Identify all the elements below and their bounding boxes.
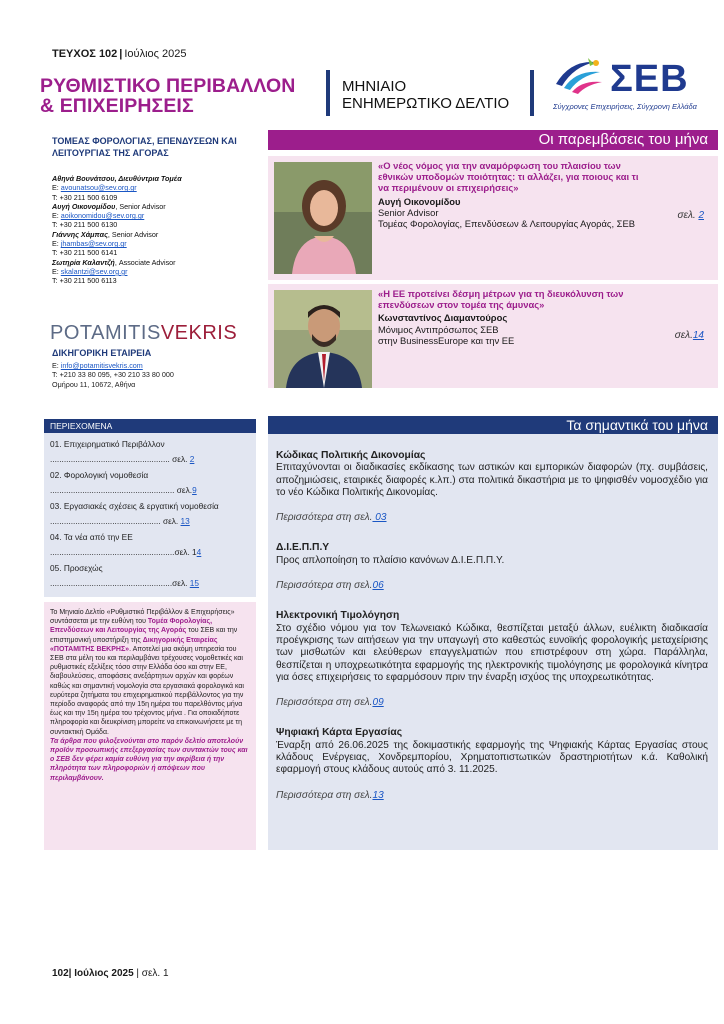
news-more[interactable]: Περισσότερα στη σελ. 03 bbox=[276, 512, 387, 524]
subtitle bbox=[342, 78, 509, 112]
contact-email[interactable]: aoikonomidou@sev.org.gr bbox=[60, 211, 145, 221]
law-firm-title: ΔΙΚΗΓΟΡΙΚΗ ΕΤΑΙΡΕΙΑ bbox=[52, 348, 152, 358]
toc-page-link[interactable]: 13 bbox=[180, 516, 190, 526]
news-more[interactable]: Περισσότερα στη σελ.13 bbox=[276, 789, 384, 801]
news-body: Επιταχύνονται οι διαδικασίες εκδίκασης των αστικών και εμπορικών διαφορών (πχ. συμβάσεις, αποζημιώσεις, εταιρικές διαφορές κ.λπ.) στα πολιτικά δικαστήρια με το ψηφισθέν νομοσχέδιο για το νέο Κώδικα Πολιτικής Δικονομίας. bbox=[276, 462, 708, 498]
page-link[interactable]: 13 bbox=[372, 789, 384, 801]
contact-role: , Senior Advisor bbox=[115, 201, 166, 211]
contact-name: Γιάννης Χάμπας bbox=[52, 229, 108, 239]
page-ref[interactable]: σελ. 2 bbox=[677, 210, 704, 221]
contact-email[interactable]: jhambas@sev.org.gr bbox=[60, 239, 127, 249]
intervention-body bbox=[378, 160, 650, 229]
author-role: Μόνιμος Αντιπρόσωπος ΣΕΒ bbox=[378, 323, 499, 335]
news-title: Κώδικας Πολιτικής Δικονομίας bbox=[276, 450, 426, 461]
toc-item[interactable]: 04. Τα νέα από την ΕΕ ......................................................σελ. 14 bbox=[50, 532, 202, 557]
toc-page-link[interactable]: 15 bbox=[189, 578, 199, 588]
contact-phone: T: +30 211 500 6141 bbox=[52, 248, 118, 258]
toc-item[interactable]: 02. Φορολογική νομοθεσία ...................................................... σελ.9 bbox=[50, 470, 197, 495]
toc-item[interactable]: 05. Προσεχώς .....................................................σελ. 15 bbox=[50, 563, 199, 588]
toc-item[interactable]: 03. Εργασιακές σχέσεις & εργατική νομοθεσία ................................................ σελ. 13 bbox=[50, 501, 219, 526]
contact-email[interactable]: skalantzi@sev.org.gr bbox=[60, 266, 128, 276]
issue-date: Ιούλιος 2025 bbox=[124, 48, 187, 60]
page-link[interactable]: 2 bbox=[698, 210, 704, 221]
issue-label: ΤΕΥΧΟΣ 102 | Ιούλιος 2025 bbox=[52, 48, 187, 60]
contact-name: Σωτηρία Καλαντζή bbox=[52, 257, 115, 267]
sev-tagline: Σύγχρονες Επιχειρήσεις, Σύγχρονη Ελλάδα bbox=[553, 102, 697, 111]
author-unit: Τομέας Φορολογίας, Επενδύσεων & Λειτουργίας Αγοράς, ΣΕΒ bbox=[378, 218, 635, 230]
contact: Αυγή Οικονομίδου, Senior Advisor E: aoikonomidou@sev.org.gr T: +30 211 500 6130 bbox=[52, 202, 262, 230]
interventions-heading: Οι παρεμβάσεις του μήνα bbox=[268, 130, 718, 150]
author-unit: στην BusinessEurope και την ΕΕ bbox=[378, 334, 515, 346]
toc bbox=[44, 433, 256, 597]
toc-item[interactable]: 01. Επιχειρηματικό Περιβάλλον .................................................... σελ. 2 bbox=[50, 439, 195, 464]
news-body: Στο σχέδιο νόμου για τον Τελωνειακό Κώδικα, θεσπίζεται μεταξύ άλλων, ευέλικτη διαδικασία προέγκρισης των αιτήσεων για την υπαγωγή στο καθεστώς ευνοϊκής φορολογικής μεταχείρισης των μισθωτών και ελεύθερων επαγγελματιών που επιστρέφουν στη χώρα. Παράλληλα, θεσπίζεται η υποχρεωτικότητα εφαρμογής της ηλεκτρονικής τιμολόγησης με φορολογικά κίνητρα για όσες επιχειρήσεις το εφαρμόσουν πριν την έναρξη ισχύος της υποχρεωτικότητας. bbox=[276, 622, 708, 683]
law-firm-address: Ομήρου 11, 10672, Αθήνα bbox=[52, 379, 136, 389]
news-more[interactable]: Περισσότερα στη σελ.06 bbox=[276, 580, 384, 592]
contact-phone: T: +30 211 500 6130 bbox=[52, 220, 118, 230]
divider bbox=[326, 70, 330, 116]
news-item bbox=[276, 610, 708, 709]
divider bbox=[530, 70, 534, 116]
toc-page-link[interactable]: 2 bbox=[189, 454, 195, 464]
contact: Αθηνά Βουνάτσου, Διευθύντρια Τομέα E: avounatsou@sev.org.gr T: +30 211 500 6109 bbox=[52, 174, 262, 202]
author-name: Αυγή Οικονομίδου bbox=[378, 195, 461, 207]
intervention-quote: «Η ΕΕ προτείνει δέσμη μέτρων για τη διευκόλυνση των επενδύσεων στον τομέα της άμυνας» bbox=[378, 288, 624, 311]
highlights-heading: Τα σημαντικά του μήνα bbox=[268, 416, 718, 434]
news-more[interactable]: Περισσότερα στη σελ.09 bbox=[276, 697, 384, 709]
disclaimer-note: Τα άρθρα που φιλοξενούνται στο παρόν δελτίο αποτελούν προϊόν προσωπικής επεξεργασίας των συντακτών τους και ο ΣΕΒ δεν φέρει καμία ευθύνη για την ακρίβεια ή την πληρότητα των πληροφοριών ή απόψεων που περιλαμβάνουν. bbox=[50, 737, 248, 782]
toc-page-link[interactable]: 9 bbox=[192, 485, 197, 495]
footer-page: | σελ. 1 bbox=[133, 968, 169, 979]
contact-role: , Associate Advisor bbox=[114, 257, 176, 267]
contacts-list bbox=[52, 174, 262, 286]
page-link[interactable]: 14 bbox=[692, 330, 704, 341]
author-photo bbox=[274, 290, 372, 388]
page-ref[interactable]: σελ.14 bbox=[674, 330, 704, 341]
news-title: Ηλεκτρονική Τιμολόγηση bbox=[276, 610, 400, 622]
author-role: Senior Advisor bbox=[378, 206, 439, 218]
intervention-card[interactable] bbox=[268, 156, 718, 280]
page-footer bbox=[52, 968, 169, 979]
news-body: Προς απλοποίηση το πλαίσιο κανόνων Δ.Ι.Ε.Π.Π.Υ. bbox=[276, 554, 505, 566]
page-link[interactable]: 06 bbox=[372, 580, 384, 592]
toc-page-link[interactable]: 4 bbox=[196, 547, 202, 557]
news-title: Ψηφιακή Κάρτα Εργασίας bbox=[276, 727, 403, 739]
sector-title: ΤΟΜΕΑΣ ΦΟΡΟΛΟΓΙΑΣ, ΕΠΕΝΔΥΣΕΩΝ ΚΑΙ ΛΕΙΤΟΥΡΓΙΑΣ ΤΗΣ ΑΓΟΡΑΣ bbox=[52, 136, 237, 158]
news-item bbox=[276, 450, 708, 524]
contact-role: , Senior Advisor bbox=[107, 229, 159, 239]
news-item bbox=[276, 727, 708, 801]
law-firm-phone: T: +210 33 80 095, +30 210 33 80 000 bbox=[52, 370, 174, 380]
sev-logo-text: ΣΕΒ bbox=[610, 58, 689, 100]
law-firm-contacts: E: info@potamitisvekris.com T: +210 33 80 095, +30 210 33 80 000 Ομήρου 11, 10672, Αθήνα bbox=[52, 361, 262, 389]
contact: Σωτηρία Καλαντζή, Associate Advisor E: skalantzi@sev.org.gr T: +30 211 500 6113 bbox=[52, 258, 262, 286]
news-body: Έναρξη από 26.06.2025 της δοκιμαστικής εφαρμογής της Ψηφιακής Κάρτας Εργασίας στους κλάδους Ενέργειας, Χονδρεμπορίου, Χρηματοπιστωτικών δραστηριοτήτων κ.ά. Καθολική εφαρμογή στους κλάδους αυτούς από 3. 11.2025. bbox=[276, 739, 708, 776]
highlights bbox=[268, 434, 718, 850]
intervention-card[interactable] bbox=[268, 284, 718, 388]
intervention-body bbox=[378, 288, 650, 346]
contact-name: Αυγή Οικονομίδου bbox=[52, 201, 116, 211]
subtitle-line-1: ΜΗΝΙΑΙΟ bbox=[342, 78, 407, 95]
toc-heading: ΠΕΡΙΕΧΟΜΕΝΑ bbox=[44, 419, 256, 433]
law-firm-email[interactable]: info@potamitisvekris.com bbox=[60, 361, 143, 370]
news-title: Δ.Ι.Ε.Π.Π.Υ bbox=[276, 542, 330, 554]
contact-name: Αθηνά Βουνάτσου, Διευθύντρια Τομέα bbox=[52, 174, 182, 183]
footer-issue: 102| Ιούλιος 2025 bbox=[52, 968, 134, 979]
contact-phone: T: +30 211 500 6109 bbox=[52, 192, 118, 202]
title-line-2: & ΕΠΙΧΕΙΡΗΣΕΙΣ bbox=[40, 95, 194, 117]
contact-phone: T: +30 211 500 6113 bbox=[52, 276, 117, 286]
page-link[interactable]: 03 bbox=[372, 512, 387, 524]
title-line-1: ΡΥΘΜΙΣΤΙΚΟ ΠΕΡΙΒΑΛΛΟΝ bbox=[40, 75, 296, 97]
subtitle-line-2: ΕΝΗΜΕΡΩΤΙΚΟ ΔΕΛΤΙΟ bbox=[342, 95, 510, 112]
sev-logo-icon bbox=[550, 54, 606, 98]
issue-number: ΤΕΥΧΟΣ 102 bbox=[52, 48, 118, 60]
disclaimer: Το Μηνιαίο Δελτίο «Ρυθμιστικό Περιβάλλον & Επιχειρήσεις» συντάσσεται με την ευθύνη του Τομέα Φορολογίας, Επενδύσεων και Λειτουργίας της Αγοράς του ΣΕΒ και την επιστημονική υποστήριξη της Δικηγορικής Εταιρείας «ΠΟΤΑΜΙΤΗΣ ΒΕΚΡΗΣ». Αποτελεί μια ακόμη υπηρεσία του ΣΕΒ στα μέλη του και περιλαμβάνει τρέχουσες νομοθετικές και ρυθμιστικές εξελίξεις τόσο στην Ελλάδα όσο και στην ΕΕ, διαβουλεύσεις, αποφάσεις ανεξάρτητων αρχών και φορέων καθώς και σημαντική νομολογία στα εργασιακά φορολογικά και ευρύτερα ζητήματα του επιχειρηματικού περιβάλλοντος για την περίοδο αναφοράς από την 15η ημέρα του παρελθόντος μήνα έως και την 15η ημέρα του τρέχοντος μήνα . Για οποιαδήποτε πληροφορία και διευκρίνιση μπορείτε να επικοινωνήσετε με τη συντακτική Ομάδα. Τα άρθρα που φιλοξενούνται στο παρόν δελτίο αποτελούν προϊόν προσωπικής επεξεργασίας των συντακτών τους και ο ΣΕΒ δεν φέρει καμία ευθύνη για την ακρίβεια ή την πληρότητα των πληροφοριών ή απόψεων που περιλαμβάνουν. bbox=[44, 602, 256, 850]
contact-email[interactable]: avounatsou@sev.org.gr bbox=[60, 183, 137, 193]
law-firm-logo: POTAMITISVEKRIS bbox=[50, 322, 238, 344]
author-name: Κωνσταντίνος Διαμαντούρος bbox=[378, 312, 508, 324]
page-link[interactable]: 09 bbox=[372, 697, 384, 709]
page-title bbox=[40, 76, 295, 116]
author-photo bbox=[274, 162, 372, 274]
contact: Γιάννης Χάμπας, Senior Advisor E: jhambas@sev.org.gr T: +30 211 500 6141 bbox=[52, 230, 262, 258]
intervention-quote: «Ο νέος νόμος για την αναμόρφωση του πλαισίου των εθνικών υποδομών ποιότητας: τι αλλάζει, για ποιους και τι να περιμένουν οι επιχειρήσεις» bbox=[378, 160, 639, 194]
news-item bbox=[276, 542, 708, 592]
